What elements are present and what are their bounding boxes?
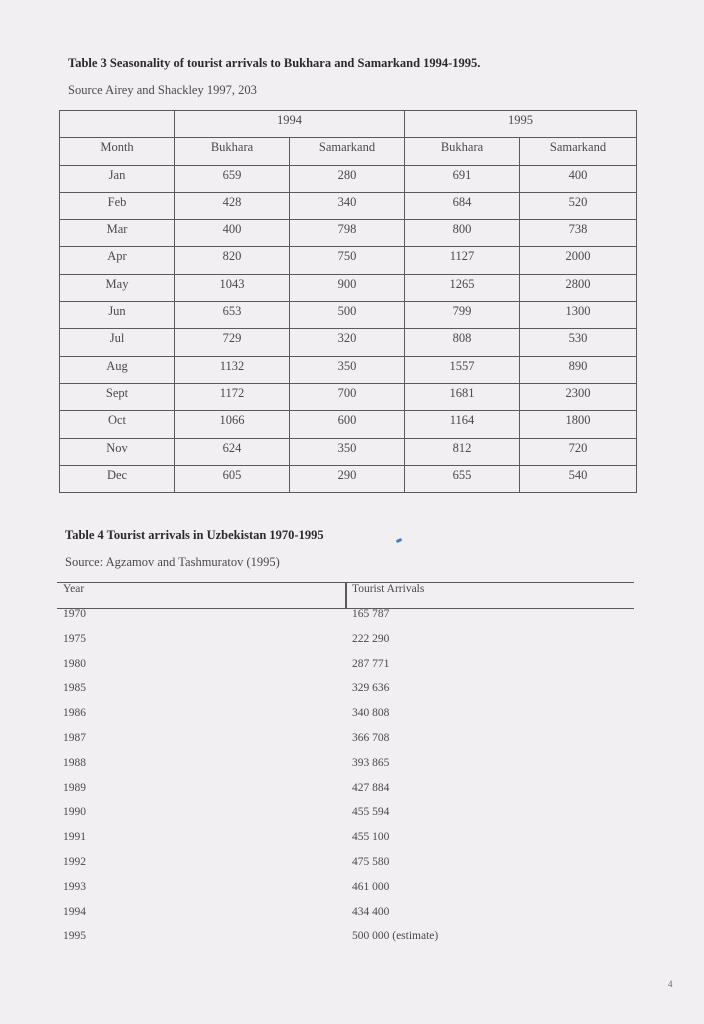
table3-value-cell: 1265 xyxy=(405,274,520,301)
table4-year-cell: 1994 xyxy=(63,905,86,918)
table4-row xyxy=(57,707,634,732)
table4-arrivals-cell: 287 771 xyxy=(352,657,390,670)
table3-row xyxy=(60,165,637,192)
table3-value-cell: 530 xyxy=(520,329,637,356)
table4-year-cell: 1986 xyxy=(63,707,86,720)
table3-month-cell: Oct xyxy=(60,411,175,438)
table4-arrivals-cell: 475 580 xyxy=(352,855,390,868)
table4-row xyxy=(57,806,634,831)
table4-year-cell: 1989 xyxy=(63,781,86,794)
table4-title: Table 4 Tourist arrivals in Uzbekistan 1970-1995 xyxy=(65,528,324,542)
table3-value-cell: 500 xyxy=(290,302,405,329)
table3-value-cell: 900 xyxy=(290,274,405,301)
table3-value-cell: 624 xyxy=(175,438,290,465)
table3-value-cell: 600 xyxy=(290,411,405,438)
table3-value-cell: 1043 xyxy=(175,274,290,301)
table3-month-cell: Sept xyxy=(60,383,175,410)
table3-column-header: Bukhara xyxy=(175,138,290,165)
table4-year-cell: 1980 xyxy=(63,657,86,670)
table3-row xyxy=(60,192,637,219)
table3-column-header: Samarkand xyxy=(290,138,405,165)
table3-value-cell: 750 xyxy=(290,247,405,274)
table4-year-cell: 1975 xyxy=(63,632,86,645)
table4-arrivals-cell: 455 100 xyxy=(352,831,390,844)
table4-row xyxy=(57,782,634,807)
table3-value-cell: 800 xyxy=(405,220,520,247)
table4-arrivals-cell: 329 636 xyxy=(352,682,390,695)
table3-value-cell: 2000 xyxy=(520,247,637,274)
table3-value-cell: 890 xyxy=(520,356,637,383)
table4-column-header: Tourist Arrivals xyxy=(352,583,425,595)
table4-row xyxy=(57,682,634,707)
table3-value-cell: 1557 xyxy=(405,356,520,383)
table3-title: Table 3 Seasonality of tourist arrivals to Bukhara and Samarkand 1994-1995. xyxy=(68,56,481,70)
table3-column-header: Samarkand xyxy=(520,138,637,165)
table4-year-cell: 1993 xyxy=(63,880,86,893)
table3-row xyxy=(60,220,637,247)
table3-month-cell: Jan xyxy=(60,165,175,192)
table3-value-cell: 684 xyxy=(405,192,520,219)
table3-value-cell: 2300 xyxy=(520,383,637,410)
table3-year-header: 1995 xyxy=(405,111,637,138)
table3-value-cell: 700 xyxy=(290,383,405,410)
table3-value-cell: 350 xyxy=(290,438,405,465)
table4-row xyxy=(57,608,634,633)
table3-column-header: Bukhara xyxy=(405,138,520,165)
table3-empty-corner xyxy=(60,111,175,138)
table3-source: Source Airey and Shackley 1997, 203 xyxy=(68,83,257,97)
table3-month-cell: Apr xyxy=(60,247,175,274)
table3-value-cell: 540 xyxy=(520,465,637,492)
table3-row xyxy=(60,438,637,465)
table4-arrivals-cell: 461 000 xyxy=(352,880,390,893)
table4-row xyxy=(57,881,634,906)
table3-row xyxy=(60,329,637,356)
table3-year-header-row xyxy=(60,111,637,138)
table3-month-cell: Aug xyxy=(60,356,175,383)
table4-year-cell: 1985 xyxy=(63,682,86,695)
table3-value-cell: 1800 xyxy=(520,411,637,438)
table3-value-cell: 798 xyxy=(290,220,405,247)
pen-mark-icon xyxy=(396,538,403,543)
table3-row xyxy=(60,383,637,410)
table3-month-cell: Nov xyxy=(60,438,175,465)
table3-value-cell: 738 xyxy=(520,220,637,247)
table3-value-cell: 1681 xyxy=(405,383,520,410)
table3-month-cell: Jun xyxy=(60,302,175,329)
table3-value-cell: 1164 xyxy=(405,411,520,438)
table3-value-cell: 812 xyxy=(405,438,520,465)
table3-row xyxy=(60,411,637,438)
table4-year-cell: 1992 xyxy=(63,855,86,868)
table3-value-cell: 1127 xyxy=(405,247,520,274)
table3-row xyxy=(60,465,637,492)
table4-row xyxy=(57,732,634,757)
table4-row xyxy=(57,906,634,931)
table3-value-cell: 659 xyxy=(175,165,290,192)
table4-row xyxy=(57,856,634,881)
table4-arrivals-cell: 366 708 xyxy=(352,731,390,744)
table3-value-cell: 653 xyxy=(175,302,290,329)
table4-row xyxy=(57,930,634,955)
table4-row xyxy=(57,757,634,782)
table3-value-cell: 808 xyxy=(405,329,520,356)
table3-value-cell: 799 xyxy=(405,302,520,329)
table3-year-header: 1994 xyxy=(175,111,405,138)
table4-year-cell: 1970 xyxy=(63,608,86,620)
table3-value-cell: 2800 xyxy=(520,274,637,301)
table4-arrivals-cell: 393 865 xyxy=(352,756,390,769)
table4-year-cell: 1987 xyxy=(63,731,86,744)
table4-body xyxy=(57,608,634,955)
table3-value-cell: 428 xyxy=(175,192,290,219)
table3-value-cell: 605 xyxy=(175,465,290,492)
table3-value-cell: 729 xyxy=(175,329,290,356)
table3-value-cell: 655 xyxy=(405,465,520,492)
table3-month-cell: Mar xyxy=(60,220,175,247)
table3-row xyxy=(60,356,637,383)
table4-source: Source: Agzamov and Tashmuratov (1995) xyxy=(65,555,280,569)
table3 xyxy=(59,110,637,493)
table3-value-cell: 691 xyxy=(405,165,520,192)
table3-value-cell: 1132 xyxy=(175,356,290,383)
table4-row xyxy=(57,633,634,658)
table4-arrivals-cell: 340 808 xyxy=(352,707,390,720)
table3-value-cell: 340 xyxy=(290,192,405,219)
table4-header-row xyxy=(57,582,634,609)
table4-arrivals-cell: 500 000 (estimate) xyxy=(352,930,439,943)
table3-value-cell: 290 xyxy=(290,465,405,492)
table3-value-cell: 520 xyxy=(520,192,637,219)
table3-value-cell: 820 xyxy=(175,247,290,274)
table4-year-cell: 1988 xyxy=(63,756,86,769)
table3-value-cell: 320 xyxy=(290,329,405,356)
table4-arrivals-cell: 222 290 xyxy=(352,632,390,645)
table3-row xyxy=(60,302,637,329)
table3-value-cell: 1066 xyxy=(175,411,290,438)
table4-row xyxy=(57,658,634,683)
table3-month-cell: May xyxy=(60,274,175,301)
table3-value-cell: 400 xyxy=(520,165,637,192)
table3-row xyxy=(60,247,637,274)
table4-year-cell: 1995 xyxy=(63,930,86,943)
table3-column-header: Month xyxy=(60,138,175,165)
table3-value-cell: 1300 xyxy=(520,302,637,329)
table3-row xyxy=(60,274,637,301)
table4-arrivals-cell: 455 594 xyxy=(352,806,390,819)
table4-year-cell: 1990 xyxy=(63,806,86,819)
table3-column-header-row xyxy=(60,138,637,165)
page-number: 4 xyxy=(668,979,673,989)
table4-column-divider xyxy=(345,583,347,608)
table3-value-cell: 350 xyxy=(290,356,405,383)
table4-arrivals-cell: 434 400 xyxy=(352,905,390,918)
table4-arrivals-cell: 427 884 xyxy=(352,781,390,794)
table3-value-cell: 280 xyxy=(290,165,405,192)
table4-row xyxy=(57,831,634,856)
table4-column-header: Year xyxy=(63,583,85,595)
table4-year-cell: 1991 xyxy=(63,831,86,844)
table3-value-cell: 1172 xyxy=(175,383,290,410)
table4-arrivals-cell: 165 787 xyxy=(352,608,390,620)
table3-month-cell: Jul xyxy=(60,329,175,356)
table3-month-cell: Dec xyxy=(60,465,175,492)
table3-value-cell: 400 xyxy=(175,220,290,247)
table3-value-cell: 720 xyxy=(520,438,637,465)
table3-month-cell: Feb xyxy=(60,192,175,219)
